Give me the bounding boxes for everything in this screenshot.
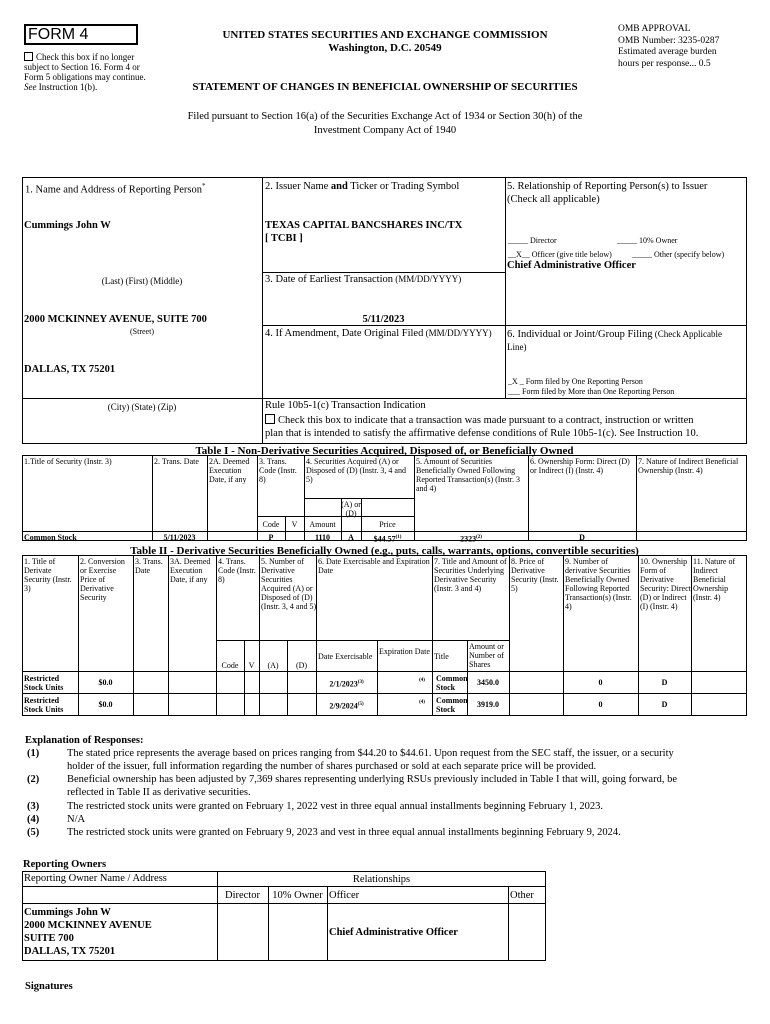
t2-h-number: 5. Number of Derivative Securities Acquired (A) or Disposed of (D) (Instr. 3, 4 and 5) (261, 557, 317, 611)
t2-h-nature: 11. Nature of Indirect Beneficial Ownership (Instr. 4) (693, 557, 736, 602)
footnote-1-line-2: holder of the issuer, full information regarding the number of shares purchased or sold at each separate price will be provided. (67, 761, 597, 772)
footnote-2 (25, 773, 745, 799)
relationship-other: _____ Other (specify below) (632, 250, 725, 259)
street-address: 2000 MCKINNEY AVENUE, SUITE 700 (24, 314, 207, 325)
t1-date: 5/11/2023 (163, 533, 196, 542)
t1-code: P (268, 533, 274, 542)
t1-sub-code: Code (262, 520, 280, 529)
t2-r1-owned: 0 (598, 678, 603, 687)
footnote-3-line-1: The restricted stock units were granted on February 1, 2022 vest in three equal annual installments beginning February 1, 2023. (67, 801, 603, 812)
t2-r2-exercisable (316, 700, 377, 711)
form-title-box (24, 24, 138, 45)
box5-label-2: (Check all applicable) (507, 194, 600, 205)
agency-city: Washington, D.C. 20549 (328, 42, 442, 54)
t1-h-ownership: 6. Ownership Form: Direct (D) or Indirect (I) (Instr. 4) (530, 457, 630, 475)
owner-address (24, 906, 152, 958)
t2-r2-owned: 0 (598, 700, 603, 709)
t2-r2-price: $0.0 (98, 700, 113, 709)
box6-label (507, 328, 742, 354)
reporting-owners-title: Reporting Owners (23, 859, 107, 870)
footnote-2-line-1: Beneficial ownership has been adjusted by 7,369 shares representing underlying RSUs previously included in Table I that will, going forward, be (67, 774, 677, 785)
t2-r2-shares: 3919.0 (477, 700, 499, 709)
t2-h-date: 3. Trans. Date (135, 557, 163, 575)
street-label: (Street) (130, 327, 154, 336)
t2-h-owned: 9. Number of derivative Securities Beneficially Owned Following Reported Transaction(s) (Instr. 4) (565, 557, 632, 611)
t1-aord: A (348, 533, 354, 542)
table2-title: Table II - Derivative Securities Beneficially Owned (e.g., puts, calls, warrants, options, convertible securities) (130, 545, 639, 557)
owner-address-line-3: SUITE 700 (24, 933, 74, 944)
footnote-5 (25, 826, 745, 839)
t1-security: Common Stock (24, 533, 77, 542)
owner-address-line-4: DALLAS, TX 75201 (24, 946, 116, 957)
t2-h-underlying: 7. Title and Amount of Securities Underlying Derivative Security (Instr. 3 and 4) (434, 557, 507, 593)
t2-sub-a: (A) (267, 661, 279, 670)
t2-r1-form: D (661, 678, 668, 687)
t1-price-footnote: (1) (395, 535, 402, 540)
officer-title: Chief Administrative Officer (507, 260, 636, 271)
box4-label-text: 4. If Amendment, Date Original Filed (265, 328, 424, 339)
footnote-1 (25, 747, 745, 773)
see-word: See (24, 82, 37, 92)
t2-h-conversion: 2. Conversion or Exercise Price of Derivative Security (80, 557, 125, 602)
rule-10b5-line-2: plan that is intended to satisfy the affirmative defense conditions of Rule 10b5-1(c). See Instruction 10. (265, 428, 699, 439)
t2-r1-title: Common Stock (436, 674, 468, 692)
box3-label-text: 3. Date of Earliest Transaction (265, 274, 394, 285)
footnote-5-line-1: The restricted stock units were granted on February 9, 2023 and vest in three equal annual installments beginning February 9, 2024. (67, 827, 621, 838)
box6-label-note: (Check Applicable Line) (507, 329, 723, 352)
omb-line-4: hours per response... 0.5 (618, 58, 711, 69)
box1-label-text: 1. Name and Address of Reporting Person (25, 184, 203, 196)
footnote-5-num: (5) (27, 827, 40, 838)
no-longer-subject-text: Check this box if no longer subject to Section 16. Form 4 or Form 5 obligations may continue. (24, 52, 146, 82)
instruction-ref: Instruction 1(b). (36, 82, 98, 92)
omb-line-2: OMB Number: 3235-0287 (618, 35, 720, 46)
t2-sub-exercisable: Date Exercisable (318, 652, 373, 661)
t2-r1-expiration-footnote: (4) (419, 678, 425, 683)
box1-label-sup: * (202, 182, 206, 190)
city-state-zip: DALLAS, TX 75201 (24, 364, 116, 375)
t1-sub-amount: Amount (309, 520, 336, 529)
col-relationships: Relationships (352, 874, 411, 885)
box2-label (265, 180, 459, 193)
relationship-10pct-owner: _____ 10% Owner (617, 236, 678, 245)
t1-form: D (579, 533, 585, 542)
box6-label-text: 6. Individual or Joint/Group Filing (507, 329, 653, 340)
t2-sub-expiration: Expiration Date (379, 647, 430, 656)
t2-sub-title: Title (434, 652, 449, 661)
filing-one-person: _X _ Form filed by One Reporting Person (508, 377, 643, 386)
t2-sub-v: V (248, 661, 255, 670)
relationship-director: _____ Director (508, 236, 557, 245)
box3-label (265, 273, 461, 286)
filed-pursuant-line-2: Investment Company Act of 1940 (313, 125, 457, 136)
box2-label-and: and (330, 181, 348, 192)
t1-price-value: $44.57 (373, 534, 396, 544)
t2-h-price: 8. Price of Derivative Security (Instr. 5) (511, 557, 559, 593)
box2-label-b: Ticker or Trading Symbol (347, 181, 460, 192)
city-state-zip-label: (City) (State) (Zip) (107, 402, 177, 412)
box4-label (265, 327, 492, 340)
t1-sub-price: Price (379, 520, 396, 529)
t1-h-code: 3. Trans. Code (Instr. 8) (259, 457, 297, 484)
col-owner-name: Reporting Owner Name / Address (24, 873, 167, 884)
col-other: Other (510, 890, 534, 901)
t1-sub-v: V (291, 520, 298, 529)
t2-h-title: 1. Title of Derivate Security (Instr. 3) (24, 557, 72, 593)
no-longer-subject-note (24, 52, 152, 92)
footnote-4-line-1: N/A (67, 814, 86, 825)
t1-h-date: 2. Trans. Date (154, 457, 199, 466)
t1-sub-aord: (A) or (D) (341, 500, 361, 518)
t2-h-code: 4. Trans. Code (Instr. 8) (218, 557, 256, 584)
footnote-2-num: (2) (27, 774, 40, 785)
owner-address-line-1: Cummings John W (24, 907, 111, 918)
col-officer: Officer (329, 890, 360, 901)
t2-r2-exercisable-footnote: (5) (357, 702, 364, 707)
col-director: Director (225, 890, 260, 901)
t1-h-acquired: 4. Securities Acquired (A) or Disposed of (D) (Instr. 3, 4 and 5) (306, 457, 406, 484)
t2-r1-security: Restricted Stock Units (24, 674, 64, 692)
t2-sub-code: Code (221, 661, 239, 670)
omb-approval (618, 24, 758, 70)
footnote-3 (25, 800, 745, 813)
t1-h-deemed: 2A. Deemed Execution Date, if any (209, 457, 250, 484)
footnote-1-line-1: The stated price represents the average based on prices ranging from $44.20 to $44.61. Upon request from the SEC staff, the issuer, or a security (67, 748, 674, 759)
omb-line-1: OMB APPROVAL (618, 24, 691, 34)
table1-title: Table I - Non-Derivative Securities Acquired, Disposed of, or Beneficially Owned (195, 445, 574, 457)
filing-multiple-persons: ___ Form filed by More than One Reporting Person (508, 387, 675, 396)
t2-r1-exercisable (316, 678, 377, 689)
t1-amount: 1110 (314, 533, 331, 542)
footnote-4-num: (4) (27, 814, 40, 825)
t2-r2-expiration-footnote: (4) (419, 700, 425, 705)
relationship-officer: __X__ Officer (give title below) (508, 250, 612, 259)
earliest-transaction-date: 5/11/2023 (362, 314, 405, 325)
rule-10b5-label: Rule 10b5-1(c) Transaction Indication (265, 400, 426, 411)
no-longer-subject-checkbox[interactable] (24, 52, 33, 61)
owner-officer-title: Chief Administrative Officer (329, 927, 458, 938)
reporting-person-name: Cummings John W (24, 220, 111, 231)
footnote-3-num: (3) (27, 801, 40, 812)
statement-title: STATEMENT OF CHANGES IN BENEFICIAL OWNERSHIP OF SECURITIES (192, 81, 578, 93)
issuer-name: TEXAS CAPITAL BANCSHARES INC/TX (265, 220, 463, 231)
form-title: FORM 4 (28, 26, 89, 43)
t2-r1-price: $0.0 (98, 678, 113, 687)
box2-label-a: 2. Issuer Name (265, 181, 331, 192)
t2-h-deemed: 3A. Deemed Execution Date, if any (170, 557, 211, 584)
t2-sub-shares: Amount or Number of Shares (469, 642, 504, 669)
t2-r2-exercisable-value: 2/9/2024 (329, 701, 358, 711)
rule-10b5-checkbox[interactable] (265, 414, 275, 424)
signatures-title: Signatures (25, 981, 73, 992)
omb-line-3: Estimated average burden (618, 47, 717, 57)
name-parts-label: (Last) (First) (Middle) (101, 276, 183, 286)
footnote-4 (25, 813, 745, 826)
t2-r1-exercisable-footnote: (3) (357, 680, 364, 685)
ticker-symbol: [ TCBI ] (265, 233, 303, 244)
t1-h-owned: 5. Amount of Securities Beneficially Owned Following Reported Transaction(s) (Instr. 3 and 4) (416, 457, 520, 493)
rule-10b5-text (265, 414, 745, 440)
owner-address-line-2: 2000 MCKINNEY AVENUE (24, 920, 152, 931)
t2-r2-security: Restricted Stock Units (24, 696, 64, 714)
agency-name: UNITED STATES SECURITIES AND EXCHANGE COMMISSION (222, 29, 548, 41)
col-10pct-owner: 10% Owner (272, 890, 323, 901)
t1-price (361, 533, 414, 544)
box1-label (25, 180, 206, 197)
t2-h-exercisable: 6. Date Exercisable and Expiration Date (318, 557, 430, 575)
t2-r2-title: Common Stock (436, 696, 468, 714)
filed-pursuant-line-1: Filed pursuant to Section 16(a) of the Securities Exchange Act of 1934 or Section 30(h) of the (187, 111, 583, 122)
footnote-2-line-2: reflected in Table II as derivative securities. (67, 787, 251, 798)
t1-h-title: 1.Title of Security (Instr. 3) (24, 457, 112, 466)
t1-h-nature: 7. Nature of Indirect Beneficial Ownership (Instr. 4) (638, 457, 739, 475)
t1-owned-value: 2323 (460, 534, 477, 544)
explanation-title: Explanation of Responses: (25, 735, 144, 746)
rule-10b5-line-1: Check this box to indicate that a transaction was made pursuant to a contract, instruction or written (278, 415, 694, 426)
t2-r1-exercisable-value: 2/1/2023 (329, 679, 358, 689)
box5-label-1: 5. Relationship of Reporting Person(s) to Issuer (507, 181, 708, 192)
t1-owned (414, 533, 528, 544)
t2-h-ownership: 10. Ownership Form of Derivative Security: Direct (D) or Indirect (I) (Instr. 4) (640, 557, 691, 611)
footnote-1-num: (1) (27, 748, 40, 759)
box4-label-fmt: (MM/DD/YYYY) (423, 328, 492, 338)
t1-owned-footnote: (2) (476, 535, 482, 540)
t2-sub-d: (D) (295, 661, 308, 670)
t2-r2-form: D (661, 700, 668, 709)
t2-r1-shares: 3450.0 (477, 678, 499, 687)
box3-label-fmt: (MM/DD/YYYY) (393, 274, 462, 284)
